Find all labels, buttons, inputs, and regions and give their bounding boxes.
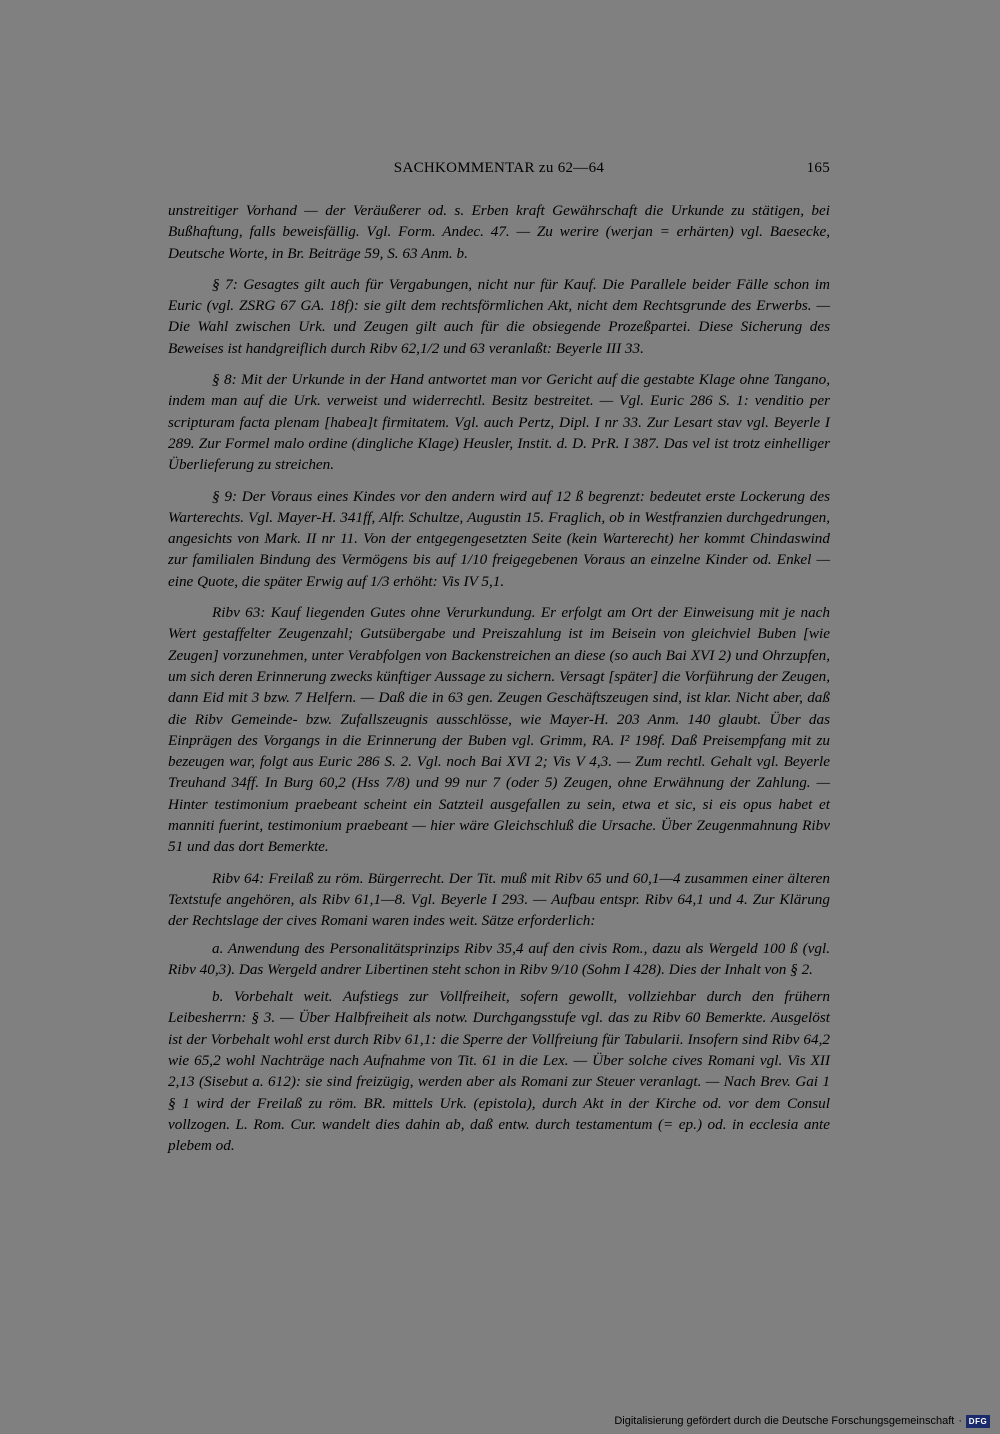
running-title: SACHKOMMENTAR zu 62—64 — [393, 160, 605, 176]
funding-footer — [614, 1413, 990, 1429]
separator-dot: · — [958, 1415, 962, 1427]
paragraph-section-8: § 8: Mit der Urkunde in der Hand antwortet man vor Gericht auf die gestabte Klage ohne Tangano, indem man auf die Urk. verweist und widerrechtl. Besitz bestreitet. — Vgl. Euric 286 S. 1: venditio per scripturam facta plenam [habea]t firmitatem. Vgl. auch Pertz, Dipl. I nr 33. Zur Lesart stav vgl. Beyerle I 289. Zur Formel malo ordine (dingliche Klage) Heusler, Instit. d. D. PrR. I 387. Das vel ist trotz einhelliger Überlieferung zu streichen. — [168, 371, 830, 474]
paragraph-section-9: § 9: Der Voraus eines Kindes vor den andern wird auf 12 ß begrenzt: bedeutet erste Lockerung des Warterechts. Vgl. Mayer-H. 341ff, Alfr. Schultze, Augustin 15. Fraglich, ob in Westfranzien durchgedrungen, angesichts von Mark. II nr 11. Von der entgegengesetzten Seite (kein Warterecht) her kommt Chindaswind zur familialen Bindung des Vermögens bis auf 1/10 freigegebenen Voraus an einzelne Kinder od. Enkel — eine Quote, die später Erwig auf 1/3 erhöht: Vis IV 5,1. — [168, 487, 830, 590]
page-body — [168, 200, 830, 1162]
paragraph-ribv-63: Ribv 63: Kauf liegenden Gutes ohne Verurkundung. Er erfolgt am Ort der Einweisung mit je nach Wert gestaffelter Zeugenzahl; Gutsübergabe und Preiszahlung ist im Beisein von gleichviel Buben [wie Zeugen] vorzunehmen, unter Verabfolgen von Backenstreichen an diese (so auch Bai XVI 2) und Ohrzupfen, um sich deren Erinnerung zwecks künftiger Aussage zu sichern. Versagt [später] die Vorführung der Zeugen, dann Eid mit 3 bzw. 7 Helfern. — Daß die in 63 gen. Zeugen Geschäftszeugen sind, ist klar. Nicht aber, daß die Ribv Gemeinde- bzw. Zufallszeugnis ausschlösse, wie Mayer-H. 203 Anm. 140 glaubt. Über das Einprägen des Vorgangs in die Erinnerung der Buben vgl. Grimm, RA. I² 198f. Daß Preisempfang mit zu bezeugen war, folgt aus Euric 286 S. 2. Vgl. noch Bai XVI 2; Vis V 4,3. — Zum rechtl. Gehalt vgl. Beyerle Treuhand 34ff. In Burg 60,2 (Hss 7/8) und 99 nur 7 (oder 5) Zeugen, ohne Erwähnung der Zahlung. — Hinter testimonium praebeant scheint ein Satzteil ausgefallen zu sein, etwa et sic, si eis opus habet et manniti fuerint, testimonium praebeant — hier wäre Gleichschluß die Ursache. Über Zeugenmahnung Ribv 51 und das dort Bemerkte. — [168, 604, 830, 856]
paragraph-item-b: b. Vorbehalt weit. Aufstiegs zur Vollfreiheit, sofern gewollt, vollziehbar durch den frühern Leibesherrn: § 3. — Über Halbfreiheit als notw. Durchgangsstufe vgl. das zu Ribv 60 Bemerkte. Ausgelöst ist der Vorbehalt wohl erst durch Ribv 61,1: die Sperre der Vollfreiung für Tabularii. Insofern sind Ribv 64,2 wie 65,2 wohl Nachträge nach Aufnahme von Tit. 61 in die Lex. — Über solche cives Romani vgl. Vis XII 2,13 (Sisebut a. 612): sie sind freizügig, werden aber als Romani zur Steuer veranlagt. — Nach Brev. Gai 1 § 1 wird der Freilaß zu röm. BR. mittels Urk. (epistola), durch Akt in der Kirche od. vor dem Consul vollzogen. L. Rom. Cur. wandelt dies dahin ab, daß entw. durch testamentum (= ep.) od. in ecclesia ante plebem od. — [168, 988, 830, 1155]
paragraph-continuation: unstreitiger Vorhand — der Veräußerer od. s. Erben kraft Gewährschaft die Urkunde zu stätigen, bei Bußhaftung, falls beweisfällig. Vgl. Form. Andec. 47. — Zu werire (werjan = erhärten) vgl. Baesecke, Deutsche Worte, in Br. Beiträge 59, S. 63 Anm. b. — [168, 202, 830, 262]
page-number: 165 — [806, 160, 830, 176]
dfg-logo-icon: DFG — [966, 1415, 990, 1428]
paragraph-item-a: a. Anwendung des Personalitätsprinzips Ribv 35,4 auf den civis Rom., dazu als Wergeld 100 ß (vgl. Ribv 40,3). Das Wergeld andrer Libertinen steht schon in Ribv 9/10 (Sohm I 428). Dies der Inhalt von § 2. — [168, 939, 830, 978]
paragraph-ribv-64: Ribv 64: Freilaß zu röm. Bürgerrecht. Der Tit. muß mit Ribv 65 und 60,1—4 zusammen einer älteren Textstufe angehören, als Ribv 61,1—8. Vgl. Beyerle I 293. — Aufbau entspr. Ribv 64,1 und 4. Zur Klärung der Rechtslage der cives Romani waren indes weit. Sätze erforderlich: — [168, 869, 830, 930]
page-header — [168, 160, 830, 182]
paragraph-section-7: § 7: Gesagtes gilt auch für Vergabungen, nicht nur für Kauf. Die Parallele beider Fälle schon im Euric (vgl. ZSRG 67 GA. 18f): sie gilt dem rechtsförmlichen Akt, nicht dem Rechtsgrunde des Erwerbs. — Die Wahl zwischen Urk. und Zeugen gilt auch für die obsiegende Prozeßpartei. Diese Sicherung des Beweises ist handgreiflich durch Ribv 62,1/2 und 63 veranlaßt: Beyerle III 33. — [168, 275, 830, 357]
funding-text: Digitalisierung gefördert durch die Deutsche Forschungsgemeinschaft — [614, 1415, 955, 1427]
